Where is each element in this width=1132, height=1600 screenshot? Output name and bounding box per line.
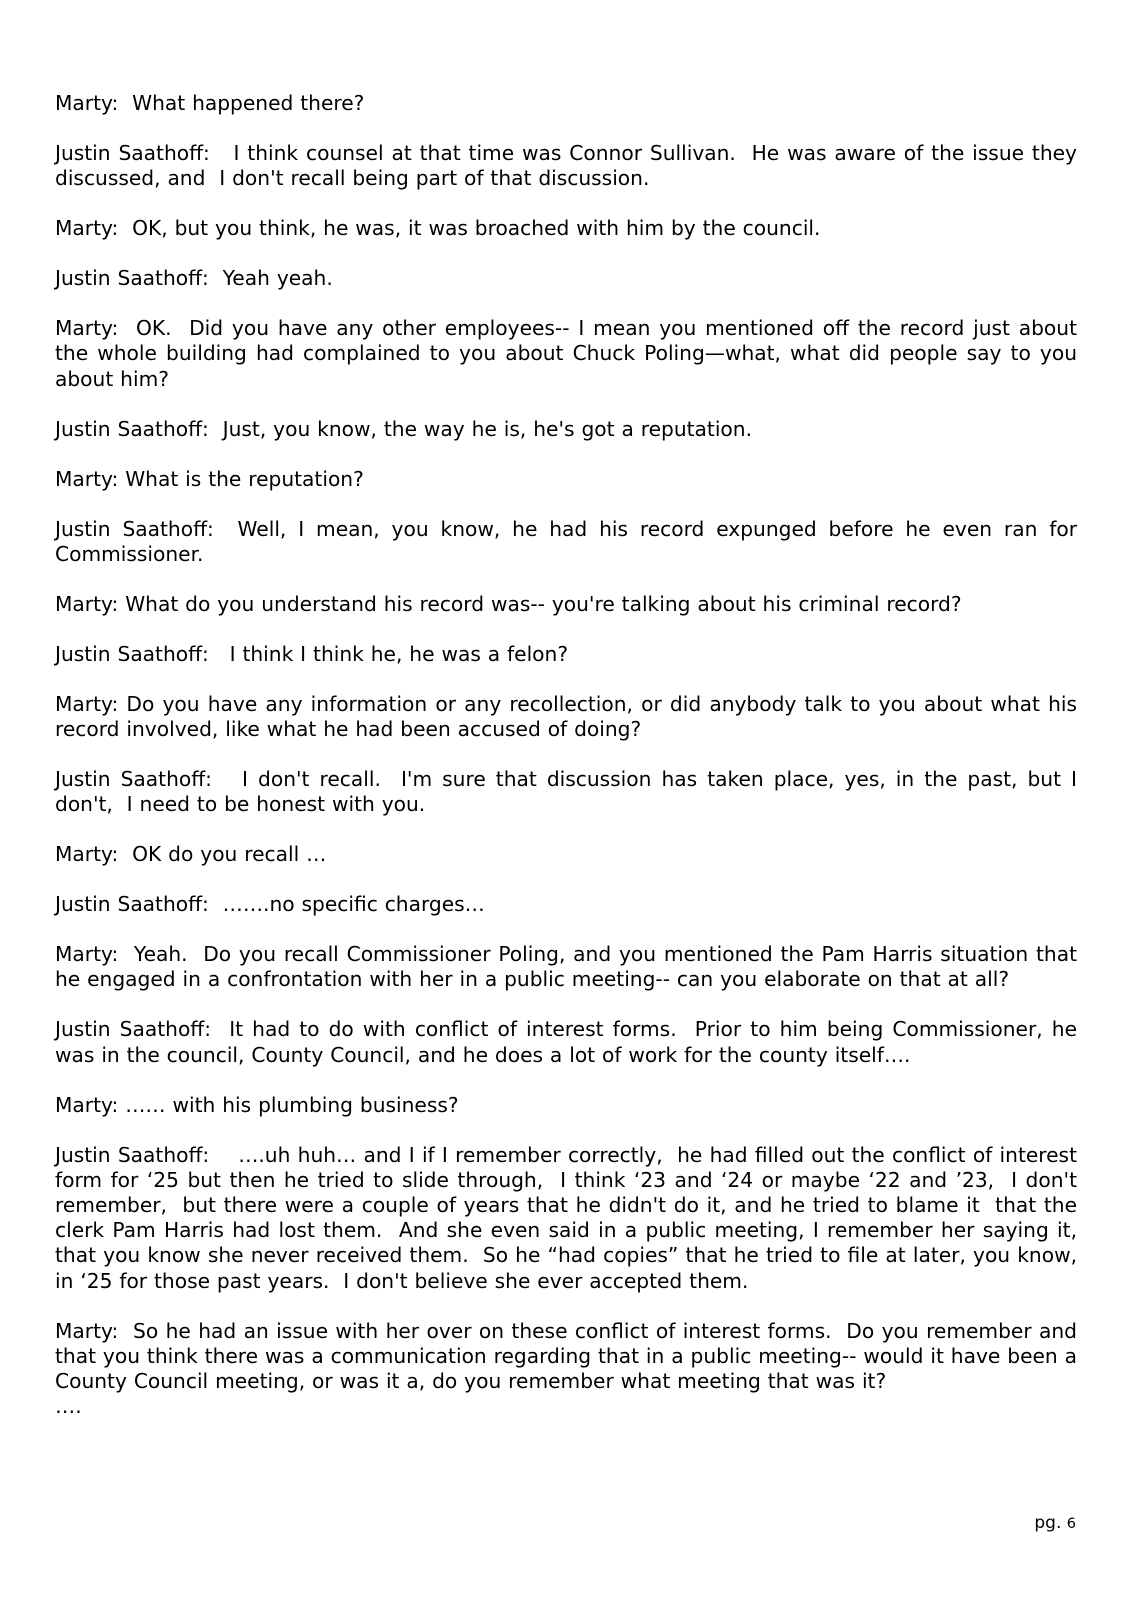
transcript-paragraph: Justin Saathoff: It had to do with conflict of interest forms. Prior to him being Commissioner, he was in the council, County Council, and he does a lot of work for the county itself…. xyxy=(55,1017,1084,1067)
transcript-page xyxy=(55,91,1084,1444)
transcript-paragraph: Marty: Yeah. Do you recall Commissioner Poling, and you mentioned the Pam Harris situation that he engaged in a confrontation with her in a public meeting-- can you elaborate on that at all? xyxy=(55,942,1084,992)
transcript-paragraph: Marty: OK, but you think, he was, it was broached with him by the council. xyxy=(55,216,821,241)
transcript-paragraph: Justin Saathoff: Just, you know, the way he is, he's got a reputation. xyxy=(55,416,752,441)
page-number-value: 6 xyxy=(1066,1516,1076,1532)
transcript-paragraph: Marty: …… with his plumbing business? xyxy=(55,1092,459,1117)
transcript-paragraph: Marty: Do you have any information or any recollection, or did anybody talk to you about what his record involved, like what he had been accused of doing? xyxy=(55,691,1084,742)
transcript-paragraph: Justin Saathoff: Yeah yeah. xyxy=(55,266,333,291)
transcript-paragraph: Marty: OK do you recall … xyxy=(55,842,327,867)
transcript-paragraph: Justin Saathoff: ….uh huh… and I if I remember correctly, he had filled out the conflict of interest form for ‘25 but then he tried to slide through, I think ‘23 and ‘24 or maybe ‘22 and ’23, I don't remember, but there were a couple of years that he didn't do it, and he tried to blame it that the clerk Pam Harris had lost them. And she even said in a public meeting, I remember her saying it, that you know she never received them. So he “had copies” that he tried to file at later, you know, in ‘25 for those past years. I don't believe she ever accepted them. xyxy=(55,1142,1084,1293)
transcript-paragraph: Justin Saathoff: I think counsel at that time was Connor Sullivan. He was aware of the issue they discussed, and I don't recall being part of that discussion. xyxy=(55,141,1084,191)
transcript-paragraph: Marty: What happened there? xyxy=(55,91,365,115)
transcript-paragraph: Justin Saathoff: I don't recall. I'm sure that discussion has taken place, yes, in the past, but I don't, I need to be honest with you. xyxy=(55,767,1084,817)
transcript-paragraph: Marty: OK. Did you have any other employees-- I mean you mentioned off the record just about the whole building had complained to you about Chuck Poling—what, what did people say to you about him? xyxy=(55,316,1084,391)
page-number-prefix: pg. xyxy=(1034,1513,1062,1533)
page-number xyxy=(1034,1512,1076,1535)
transcript-paragraph: Marty: What do you understand his record was-- you're talking about his criminal record? xyxy=(55,591,962,616)
transcript-paragraph: Marty: What is the reputation? xyxy=(55,466,364,491)
transcript-paragraph: Justin Saathoff: I think I think he, he was a felon? xyxy=(55,641,569,666)
transcript-paragraph: Justin Saathoff: Well, I mean, you know, he had his record expunged before he even ran for Commissioner. xyxy=(55,516,1084,566)
transcript-paragraph: Marty: So he had an issue with her over on these conflict of interest forms. Do you remember and that you think there was a communication regarding that in a public meeting-- would it have been a County Council meeting, or was it a, do you remember what meeting that was it? …. xyxy=(55,1318,1077,1419)
transcript-paragraph: Justin Saathoff: …….no specific charges… xyxy=(55,892,485,917)
